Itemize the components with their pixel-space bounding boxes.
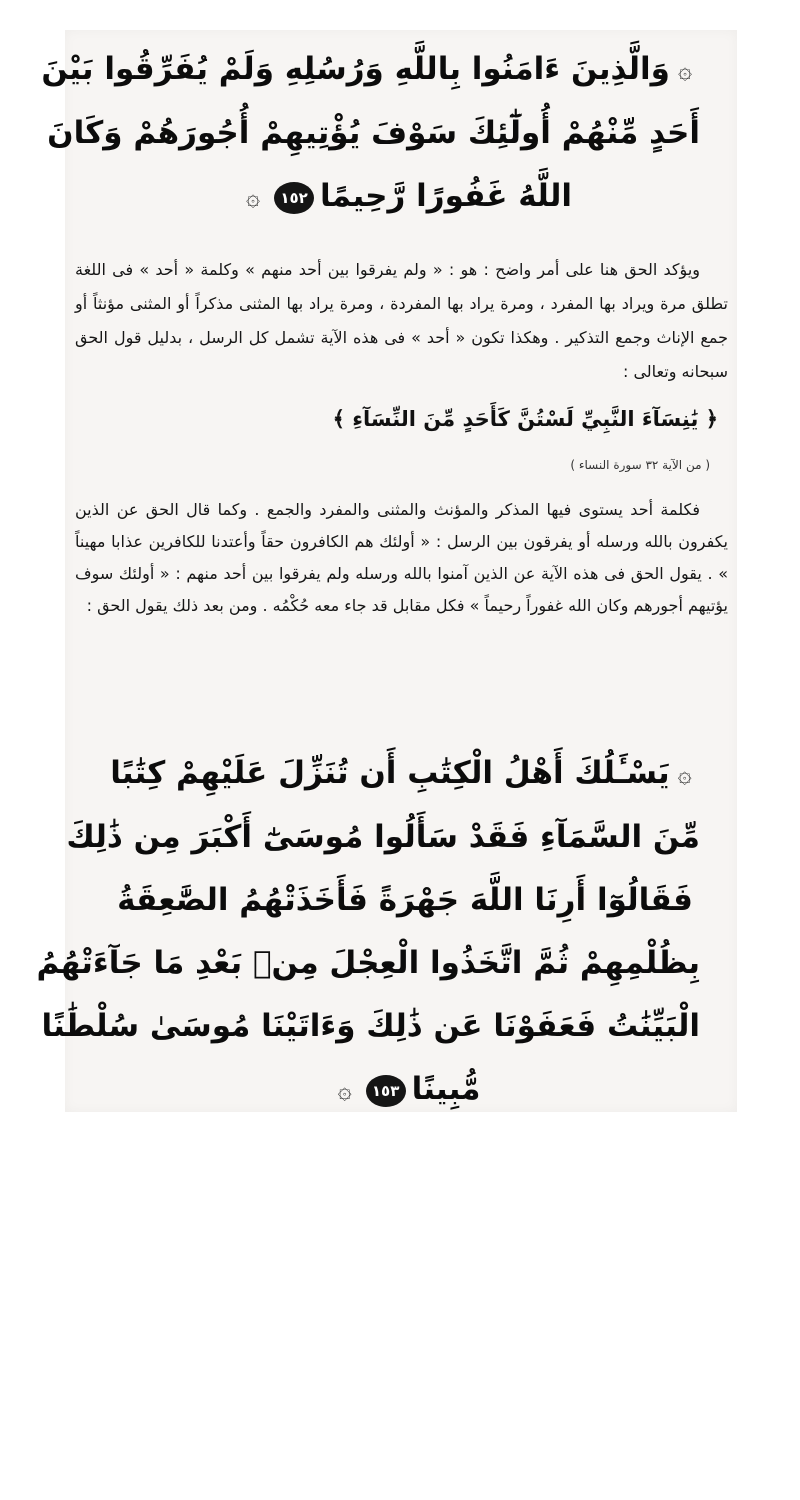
verse-153-line-6 [110,1058,700,1122]
verse-152-line-3-text: اللَّهُ غَفُورًا رَّحِيمًا [320,178,573,214]
verse-152-line-1 [41,38,700,102]
verse-end-ornament-icon: ۞ [245,183,261,211]
commentary-paragraph-2 [75,494,728,622]
verse-152-line-1-text: وَالَّذِينَ ءَامَنُوا بِاللَّهِ وَرُسُلِهِ وَلَمْ يُفَرِّقُوا بَيْنَ [41,51,670,87]
ayah-number-badge: ١٥٢ [274,182,314,214]
commentary-paragraph-1 [75,253,728,389]
commentary-1-text: ويؤكد الحق هنا على أمر واضح : هو : « ولم يفرقوا بين أحد منهم » وكلمة « أحد » فى اللغة تطلق مرة ويراد بها المفرد ، ومرة يراد بها المفردة ، ومرة يراد بها المثنى مذكراً أو المثنى مؤنثاً أو جمع الإناث وجمع التذكير . وهكذا تكون « أحد » فى هذه الآية تشمل كل الرسل ، بدليل قول الحق سبحانه وتعالى : [75,260,728,381]
verse-start-ornament-icon: ۞ [677,760,692,788]
verse-153-line-1-text: يَسْـَٔلُكَ أَهْلُ الْكِتَٰبِ أَن تُنَزِّلَ عَلَيْهِمْ كِتَٰبًا [110,755,670,791]
verse-153-line-3: فَقَالُوٓا أَرِنَا اللَّهَ جَهْرَةً فَأَخَذَتْهُمُ الصَّٰعِقَةُ [117,882,693,918]
verse-153-line-2: مِّنَ السَّمَآءِ فَقَدْ سَأَلُوا مُوسَىٰٓ أَكْبَرَ مِن ذَٰلِكَ [66,819,700,855]
ayah-number-badge: ١٥٣ [366,1075,406,1107]
verse-153-line-4: بِظُلْمِهِمْ ثُمَّ اتَّخَذُوا الْعِجْلَ مِنۢ بَعْدِ مَا جَآءَتْهُمُ [36,945,700,981]
quran-verse-153 [36,742,700,1122]
ayah-source-reference: ( من الآية ٣٢ سورة النساء ) [570,458,710,472]
quoted-ayah: ﴿ يَٰنِسَآءَ النَّبِيِّ لَسْتُنَّ كَأَحَدٍ مِّنَ النِّسَآءِ ﴾ [332,407,718,431]
quran-verse-152 [41,38,700,229]
verse-152-line-2: أَحَدٍ مِّنْهُمْ أُولَٰٓئِكَ سَوْفَ يُؤْتِيهِمْ أُجُورَهُمْ وَكَانَ [47,115,700,151]
verse-end-ornament-icon: ۞ [337,1076,352,1104]
verse-start-ornament-icon: ۞ [677,56,692,84]
verse-153-line-6-text: مُّبِينًا [411,1071,481,1107]
commentary-2-text: فكلمة أحد يستوى فيها المذكر والمؤنث والمثنى والمفرد والجمع . وكما قال الحق عن الذين يكفرون بالله ورسله أو يفرقون بين الرسل : « أولئك هم الكافرون حقاً وأعتدنا للكافرين عذابا مهيناً » . يقول الحق فى هذه الآية عن الذين آمنوا بالله ورسله ولم يفرقوا بين أحد منهم : « أولئك سوف يؤتيهم أجورهم وكان الله غفوراً رحيماً » فكل مقابل قد جاء معه حُكْمُه . ومن بعد ذلك يقول الحق : [75,500,728,615]
verse-153-line-5: الْبَيِّنَٰتُ فَعَفَوْنَا عَن ذَٰلِكَ وَءَاتَيْنَا مُوسَىٰ سُلْطَٰنًا [41,1008,700,1044]
verse-153-line-1 [110,742,700,806]
verse-152-line-3 [110,165,700,229]
